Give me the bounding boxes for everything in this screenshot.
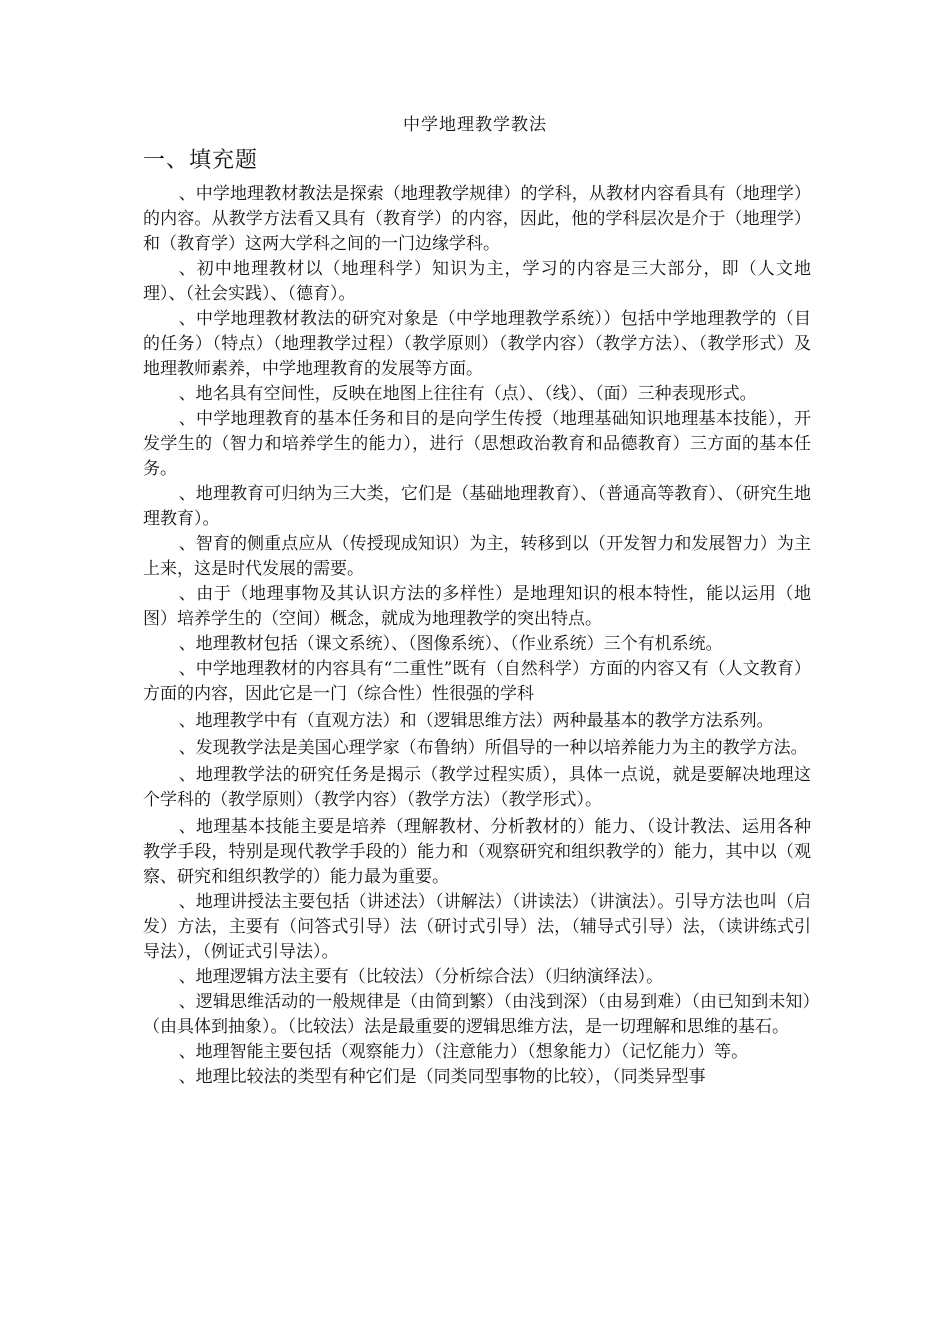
paragraph: 、中学地理教材的内容具有“二重性”既有（自然科学）方面的内容又有（人文教育）方面的内容，因此它是一门（综合性）性很强的学科 [143,659,811,704]
paragraph: 、地理比较法的类型有种它们是（同类同型事物的比较），（同类异型事 [178,1067,706,1087]
paragraph: 、智育的侧重点应从（传授现成知识）为主，转移到以（开发智力和发展智力）为主上来，这是时代发展的需要。 [143,534,811,579]
paragraph: 、地理智能主要包括（观察能力）（注意能力）（想象能力）（记忆能力）等。 [178,1042,749,1062]
paragraph: 、逻辑思维活动的一般规律是（由简到繁）（由浅到深）（由易到难）（由已知到未知）（由具体到抽象）。（比较法）法是最重要的逻辑思维方法，是一切理解和思维的基石。 [143,992,811,1037]
paragraph: 、地理教育可归纳为三大类，它们是（基础地理教育）、（普通高等教育）、（研究生地理教育）。 [143,484,811,529]
paragraph: 、地理逻辑方法主要有（比较法）（分析综合法）（归纳演绎法）。 [178,967,664,987]
paragraph: 、由于（地理事物及其认识方法的多样性）是地理知识的根本特性，能以运用（地图）培养学生的（空间）概念，就成为地理教学的突出特点。 [143,584,811,629]
paragraph: 、地理讲授法主要包括（讲述法）（讲解法）（讲读法）（讲演法）。引导方法也叫（启发）方法，主要有（问答式引导）法（研讨式引导）法，（辅导式引导）法，（读讲练式引导法），（例证式引导法）。 [143,892,811,962]
paragraph: 、地理基本技能主要是培养（理解教材、分析教材的）能力、（设计教法、运用各种教学手段，特别是现代教学手段的）能力和（观察研究和组织教学的）能力，其中以（观察、研究和组织教学的）能力最为重要。 [143,817,811,887]
paragraph: 、中学地理教材教法是探索（地理教学规律）的学科，从教材内容看具有（地理学）的内容。从教学方法看又具有（教育学）的内容，因此，他的学科层次是介于（地理学）和（教育学）这两大学科之间的一门边缘学科。 [143,184,811,254]
page-title: 中学地理教学教法 [403,115,547,135]
document-body [143,182,811,1090]
section-heading: 一、填充题 [143,148,259,173]
paragraph: 、地理教材包括（课文系统）、（图像系统）、（作业系统）三个有机系统。 [178,634,723,654]
paragraph: 、地理教学法的研究任务是揭示（教学过程实质），具体一点说，就是要解决地理这个学科的（教学原则）（教学内容）（教学方法）（教学形式）。 [143,765,811,810]
paragraph: 、地名具有空间性，反映在地图上往往有（点）、（线）、（面）三种表现形式。 [178,384,757,404]
paragraph: 、地理教学中有（直观方法）和（逻辑思维方法）两种最基本的教学方法系列。 [178,711,774,731]
paragraph: 、初中地理教材以（地理科学）知识为主，学习的内容是三大部分，即（人文地理）、（社会实践）、（德育）。 [143,259,811,304]
paragraph: 、中学地理教育的基本任务和目的是向学生传授（地理基础知识地理基本技能），开发学生的（智力和培养学生的能力），进行（思想政治教育和品德教育）三方面的基本任务。 [143,409,811,479]
paragraph: 、中学地理教材教法的研究对象是（中学地理教学系统））包括中学地理教学的（目的任务）（特点）（地理教学过程）（教学原则）（教学内容）（教学方法）、（教学形式）及地理教师素养，中学地理教育的发展等方面。 [143,309,811,379]
paragraph: 、发现教学法是美国心理学家（布鲁纳）所倡导的一种以培养能力为主的教学方法。 [178,738,808,758]
